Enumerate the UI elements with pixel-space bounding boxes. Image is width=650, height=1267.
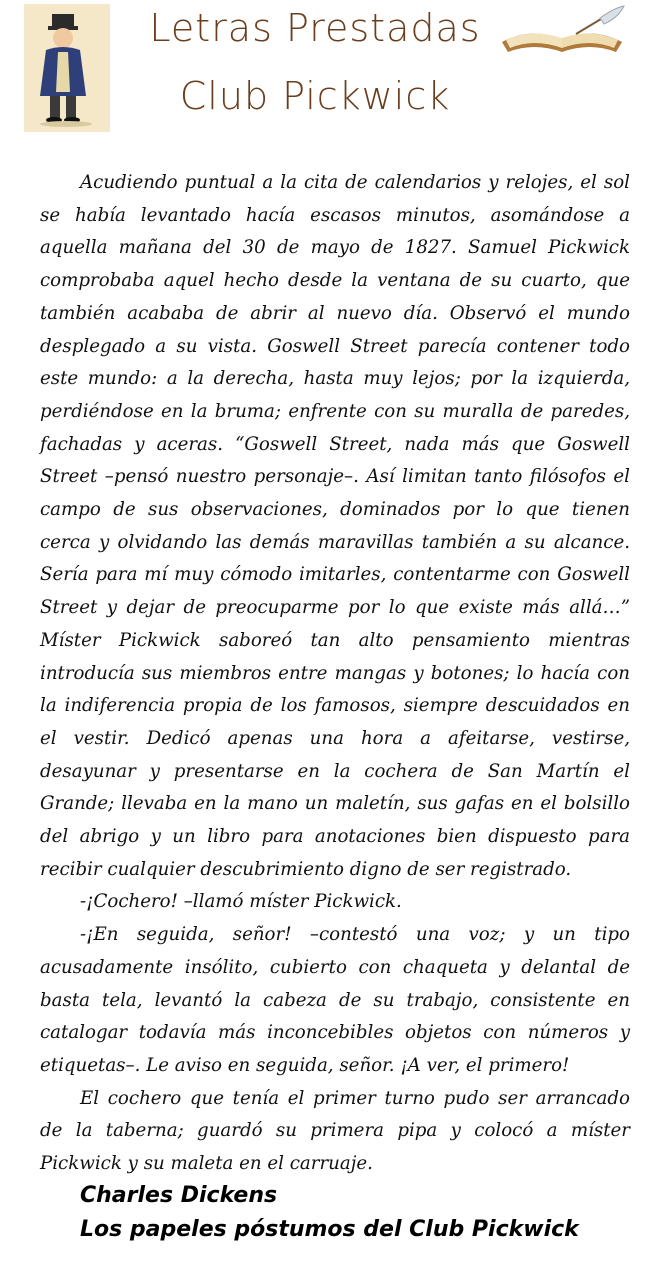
story-text [40,167,630,1181]
header [0,0,650,140]
work-title: Los papeles póstumos del Club Pickwick [80,1217,579,1242]
signature [80,1179,620,1247]
author-name: Charles Dickens [80,1183,278,1208]
pickwick-portrait-icon [24,4,110,132]
paragraph: -¡Cochero! –llamó míster Pickwick. [80,891,402,913]
paragraph: Acudiendo puntual a la cita de calendarios y relojes, el sol se había levantado hacía escasos minutos, asomándose a aquella mañana del 30 de mayo de 1827. Samuel Pickwick comprobaba aquel hecho desde la ventana de su cuarto, que también acababa de abrir al nuevo día. Observó el mundo desplegado a su vista. Goswell Street parecía contener todo este mundo: a la derecha, hasta muy lejos; por la izquierda, perdiéndose en la bruma; enfrente con su muralla de paredes, fachadas y aceras. “Goswell Street, nada más que Goswell Street –pensó nuestro personaje–. Así limitan tanto filósofos el campo de sus observaciones, dominados por lo que tienen cerca y olvidando las demás maravillas también a su alcance. Sería para mí muy cómodo imitarles, contentarme con Goswell Street y dejar de preocuparme por lo que existe más allá…” Míster Pickwick saboreó tan alto pensamiento mientras introducía sus miembros entre mangas y botones; lo hacía con la indiferencia propia de los famosos, siempre descuidados en el vestir. Dedicó apenas una hora a afeitarse, vestirse, desayunar y presentarse en la cochera de San Martín el Grande; llevaba en la mano un maletín, sus gafas en el bolsillo del abrigo y un libro para anotaciones bien dispuesto para recibir cualquier descubrimiento digno de ser registrado. [40,172,630,880]
header-title-line1: Letras Prestadas [149,6,481,50]
header-title-line2: Club Pickwick [179,74,451,118]
open-book-quill-icon [496,4,628,64]
paragraph: -¡En seguida, señor! –contestó una voz; y un tipo acusadamente insólito, cubierto con chaqueta y delantal de basta tela, levantó la cabeza de su trabajo, consistente en catalogar todavía más inconcebibles objetos con números y etiquetas–. Le aviso en seguida, señor. ¡A ver, el primero! [40,924,630,1076]
paragraph: El cochero que tenía el primer turno pudo ser arrancado de la taberna; guardó su primera pipa y colocó a míster Pickwick y su maleta en el carruaje. [40,1087,630,1175]
